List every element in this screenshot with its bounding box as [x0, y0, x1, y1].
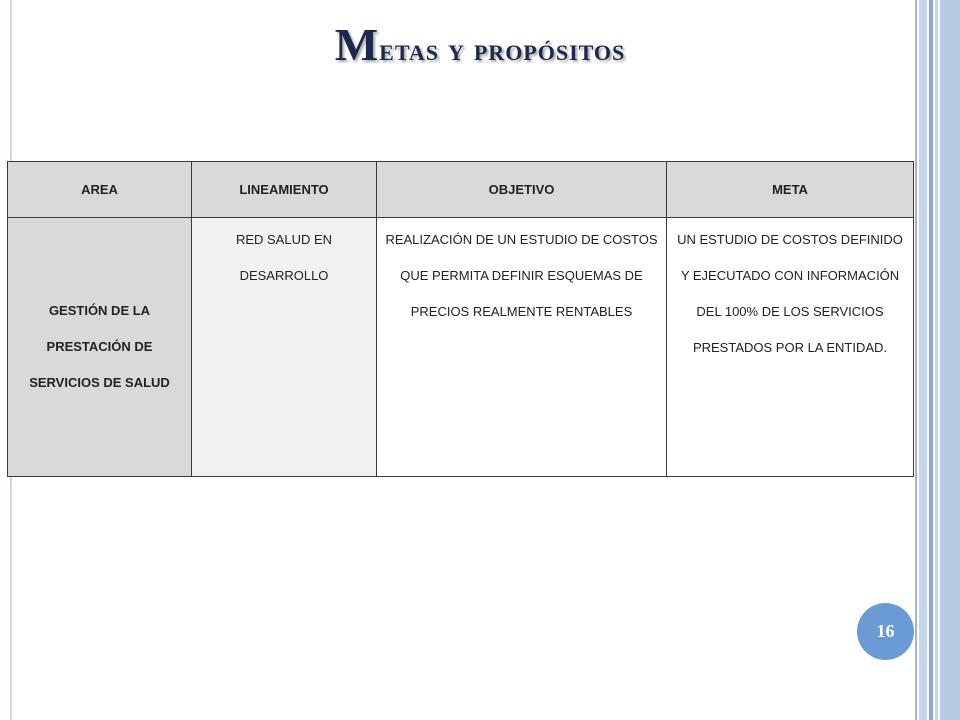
header-lineamiento: LINEAMIENTO: [192, 162, 377, 218]
slide-title: [0, 18, 960, 71]
title-rest: etas y propósitos: [379, 31, 626, 67]
header-area: AREA: [8, 162, 192, 218]
cell-meta: UN ESTUDIO DE COSTOS DEFINIDO Y EJECUTADO CON INFORMACIÓN DEL 100% DE LOS SERVICIOS PRESTADOS POR LA ENTIDAD.: [667, 218, 914, 477]
table-header-row: [8, 162, 914, 218]
cell-area: GESTIÓN DE LA PRESTACIÓN DE SERVICIOS DE SALUD: [8, 218, 192, 477]
cell-lineamiento: RED SALUD EN DESARROLLO: [192, 218, 377, 477]
header-meta: META: [667, 162, 914, 218]
right-decorative-stripes: [915, 0, 960, 720]
page-number-badge: 16: [857, 603, 914, 660]
header-objetivo: OBJETIVO: [377, 162, 667, 218]
table-row: [8, 218, 914, 477]
goals-table: [7, 161, 914, 477]
title-initial: M: [334, 19, 380, 70]
cell-objetivo: REALIZACIÓN DE UN ESTUDIO DE COSTOS QUE PERMITA DEFINIR ESQUEMAS DE PRECIOS REALMENTE RENTABLES: [377, 218, 667, 477]
